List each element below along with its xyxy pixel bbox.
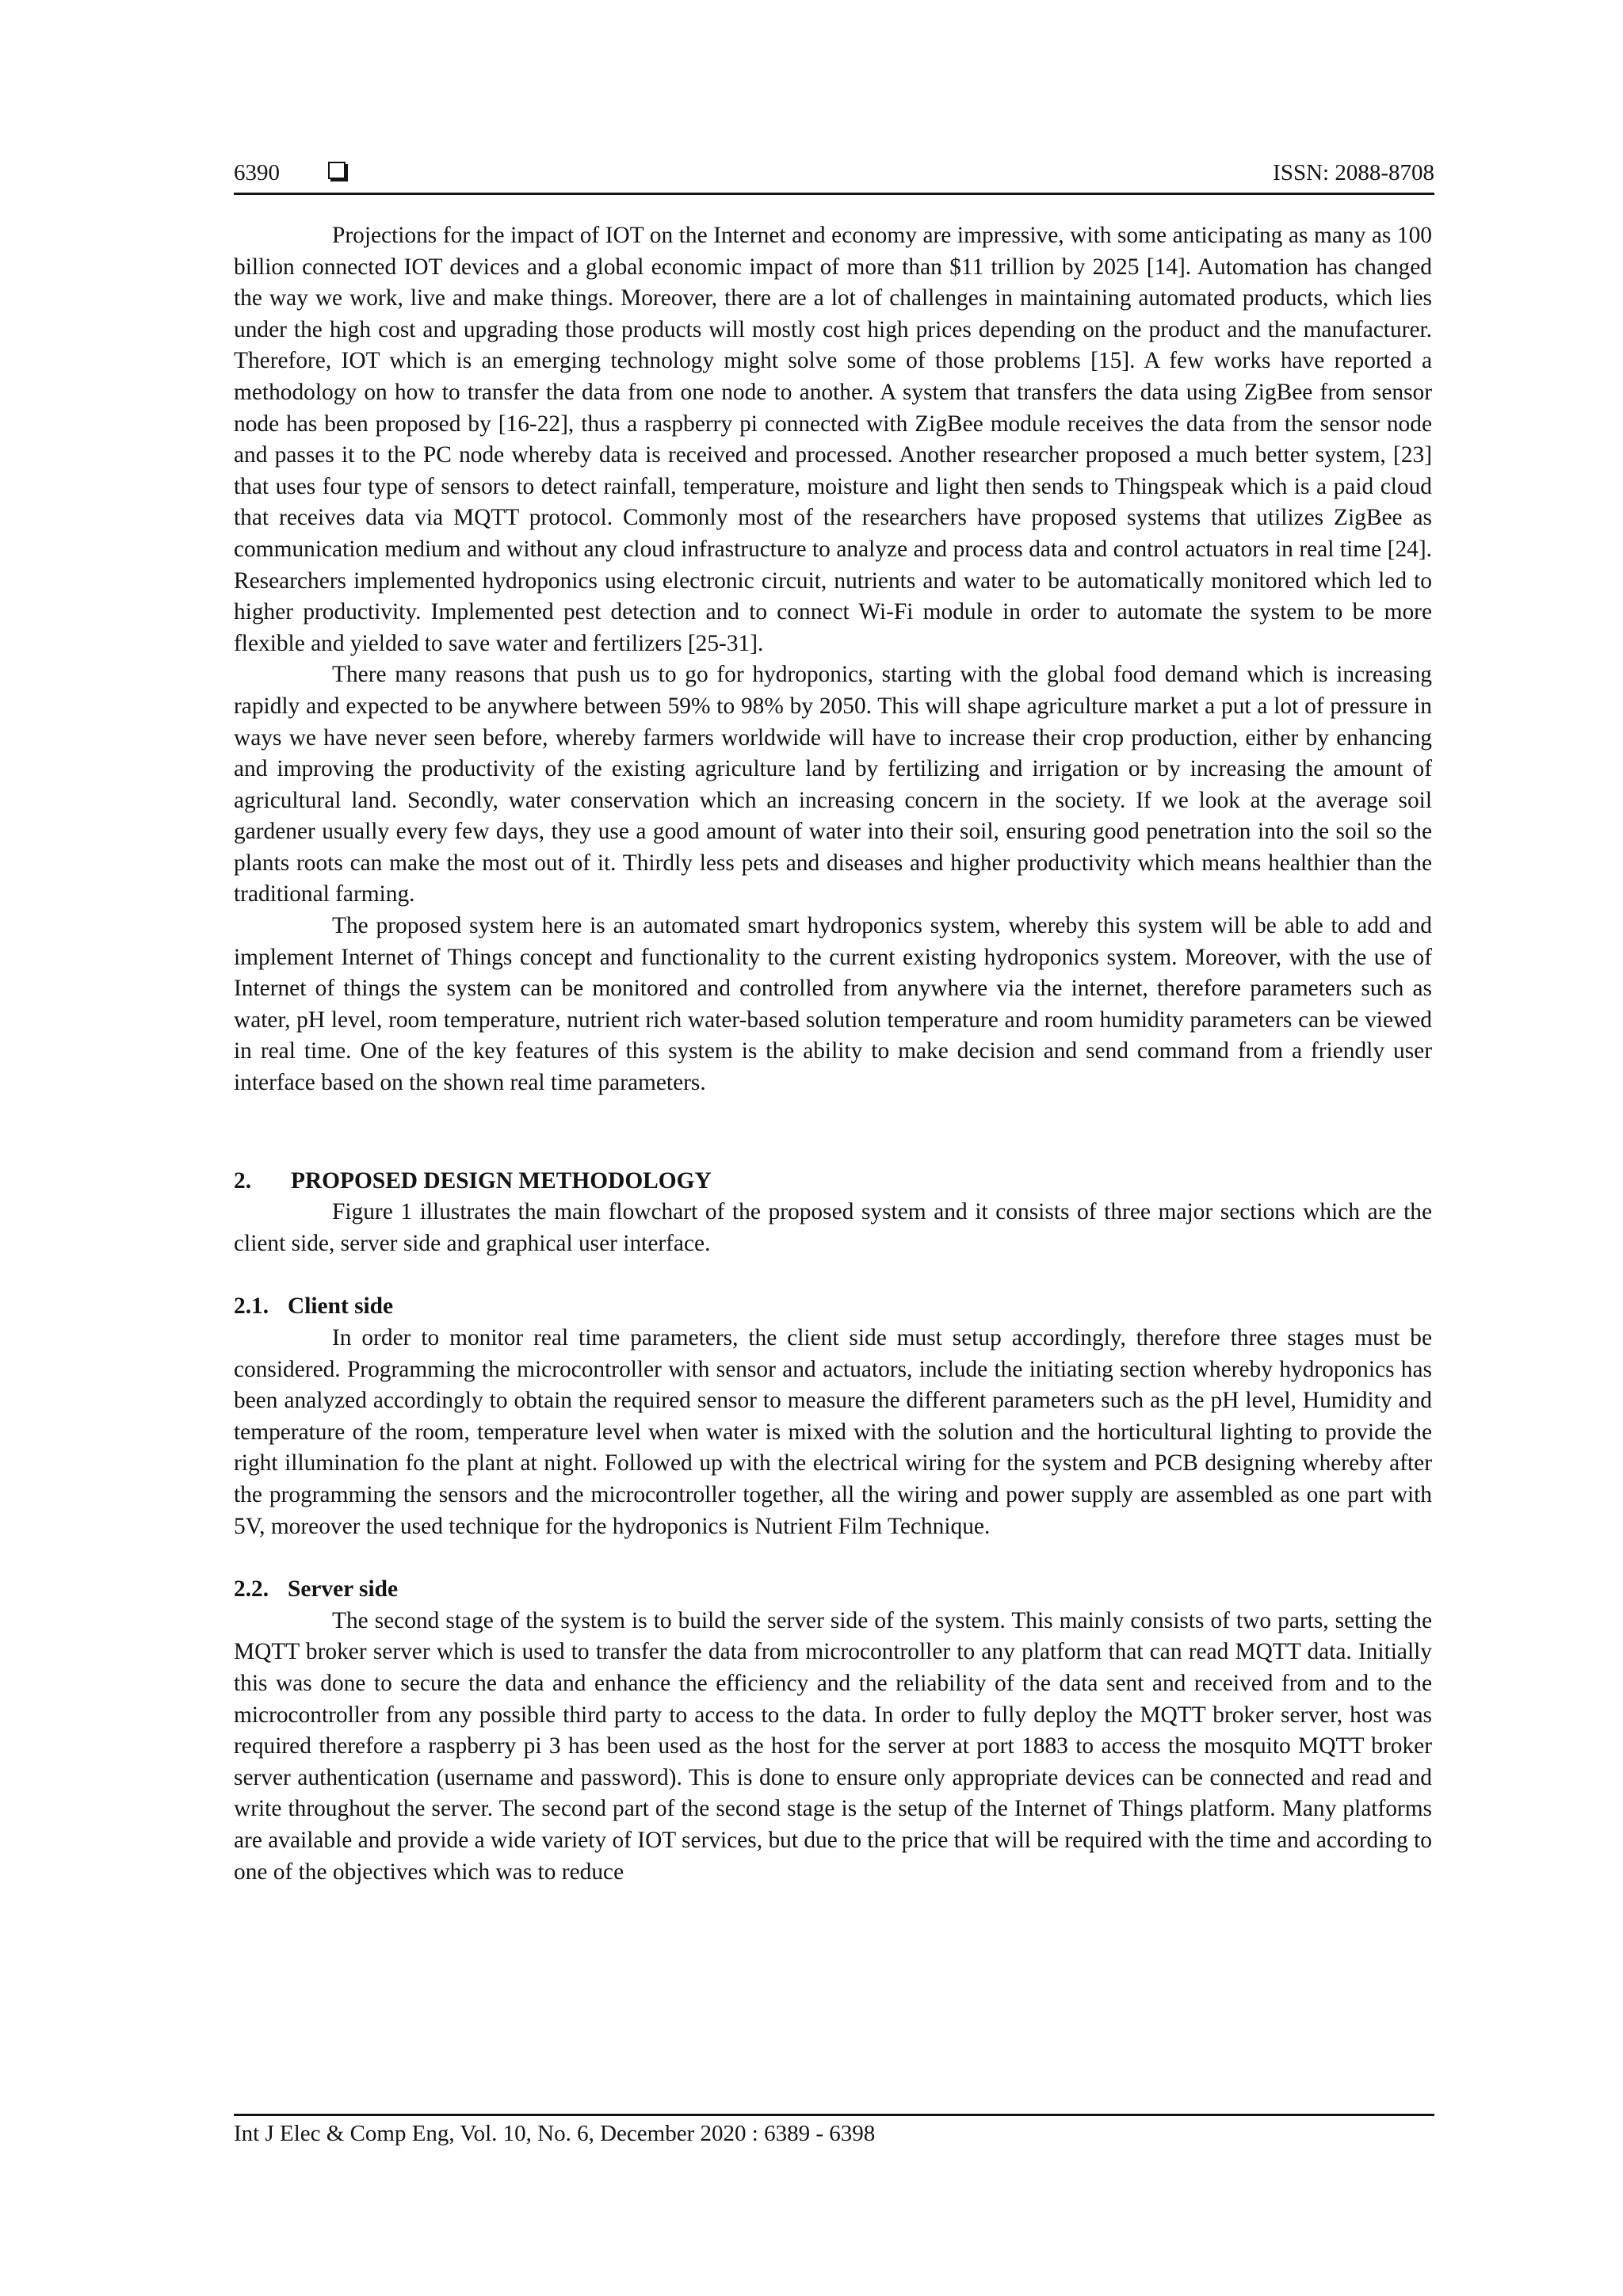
subsection-heading-2-1 [234,1291,1432,1323]
article-body [234,220,1432,1888]
header-rule [234,193,1434,195]
intro-paragraph-3: The proposed system here is an automated smart hydroponics system, whereby this system will be able to add and implement Internet of Things concept and functionality to the current existing hydroponics system. Moreover, with the use of Internet of things the system can be monitored and controlled from anywhere via the internet, therefore parameters such as water, pH level, room temperature, nutrient rich water-based solution temperature and room humidity parameters can be viewed in real time. One of the key features of this system is the ability to make decision and send command from a friendly user interface based on the shown real time parameters. [234,913,1432,1096]
subsection-number: 2.2. [234,1576,269,1603]
page-header [234,157,1434,193]
subsection-title: Server side [288,1576,399,1603]
section-title: PROPOSED DESIGN METHODOLOGY [291,1167,712,1194]
page-number: 6390 [234,160,280,185]
subsection-title: Client side [288,1293,394,1320]
section-2-paragraph: Figure 1 illustrates the main flowchart of the proposed system and it consists of three major sections which are the client side, server side and graphical user interface. [234,1199,1432,1256]
section-2-1-paragraph: In order to monitor real time parameters, the client side must setup accordingly, therefore three stages must be considered. Programming the microcontroller with sensor and actuators, include the initiating section whereby hydroponics has been analyzed accordingly to obtain the required sensor to measure the different parameters such as the pH level, Humidity and temperature of the room, temperature level when water is mixed with the solution and the horticultural lighting to provide the right illumination fo the plant at night. Followed up with the electrical wiring for the system and PCB designing whereby after the programming the sensors and the microcontroller together, all the wiring and power supply are assembled as one part with 5V, moreover the used technique for the hydroponics is Nutrient Film Technique. [234,1325,1432,1539]
intro-paragraph-1: Projections for the impact of IOT on the Internet and economy are impressive, with some anticipating as many as 100 billion connected IOT devices and a global economic impact of more than $11 trillion by 2025 [14]. Automation has changed the way we work, live and make things. Moreover, there are a lot of challenges in maintaining automated products, which lies under the high cost and upgrading those products will mostly cost high prices depending on the product and the manufacturer. Therefore, IOT which is an emerging technology might solve some of those problems [15]. A few works have reported a methodology on how to transfer the data from one node to another. A system that transfers the data using ZigBee from sensor node has been proposed by [16-22], thus a raspberry pi connected with ZigBee module receives the data from the sensor node and passes it to the PC node whereby data is received and processed. Another researcher proposed a much better system, [23] that uses four type of sensors to detect rainfall, temperature, moisture and light then sends to Thingspeak which is a paid cloud that receives data via MQTT protocol. Commonly most of the researchers have proposed systems that utilizes ZigBee as communication medium and without any cloud infrastructure to analyze and process data and control actuators in real time [24]. Researchers implemented hydroponics using electronic circuit, nutrients and water to be automatically monitored which led to higher productivity. Implemented pest detection and to connect Wi-Fi module in order to automate the system to be more flexible and yielded to save water and fertilizers [25-31]. [234,223,1432,656]
square-bullet-icon [328,162,346,179]
footer-rule [234,2114,1434,2116]
issn: ISSN: 2088-8708 [1273,160,1434,185]
intro-paragraph-2: There many reasons that push us to go for hydroponics, starting with the global food demand which is increasing rapidly and expected to be anywhere between 59% to 98% by 2050. This will shape agriculture market a put a lot of pressure in ways we have never seen before, whereby farmers worldwide will have to increase their crop production, either by enhancing and improving the productivity of the existing agriculture land by fertilizing and irrigation or by increasing the amount of agricultural land. Secondly, water conservation which an increasing concern in the society. If we look at the average soil gardener usually every few days, they use a good amount of water into their soil, ensuring good penetration into the soil so the plants roots can make the most out of it. Thirdly less pets and diseases and higher productivity which means healthier than the traditional farming. [234,662,1432,907]
section-heading-2 [234,1166,1432,1198]
section-number: 2. [234,1167,252,1194]
subsection-number: 2.1. [234,1293,269,1320]
footer-citation: Int J Elec & Comp Eng, Vol. 10, No. 6, December 2020 : 6389 - 6398 [234,2121,876,2146]
section-2-2-paragraph: The second stage of the system is to build the server side of the system. This mainly consists of two parts, setting the MQTT broker server which is used to transfer the data from microcontroller to any platform that can read MQTT data. Initially this was done to secure the data and enhance the efficiency and the reliability of the data sent and received from and to the microcontroller from any possible third party to access to the data. In order to fully deploy the MQTT broker server, host was required therefore a raspberry pi 3 has been used as the host for the server at port 1883 to access the mosquito MQTT broker server authentication (username and password). This is done to ensure only appropriate devices can be connected and read and write throughout the server. The second part of the second stage is the setup of the Internet of Things platform. Many platforms are available and provide a wide variety of IOT services, but due to the price that will be required with the time and according to one of the objectives which was to reduce [234,1607,1432,1885]
subsection-heading-2-2 [234,1574,1432,1606]
